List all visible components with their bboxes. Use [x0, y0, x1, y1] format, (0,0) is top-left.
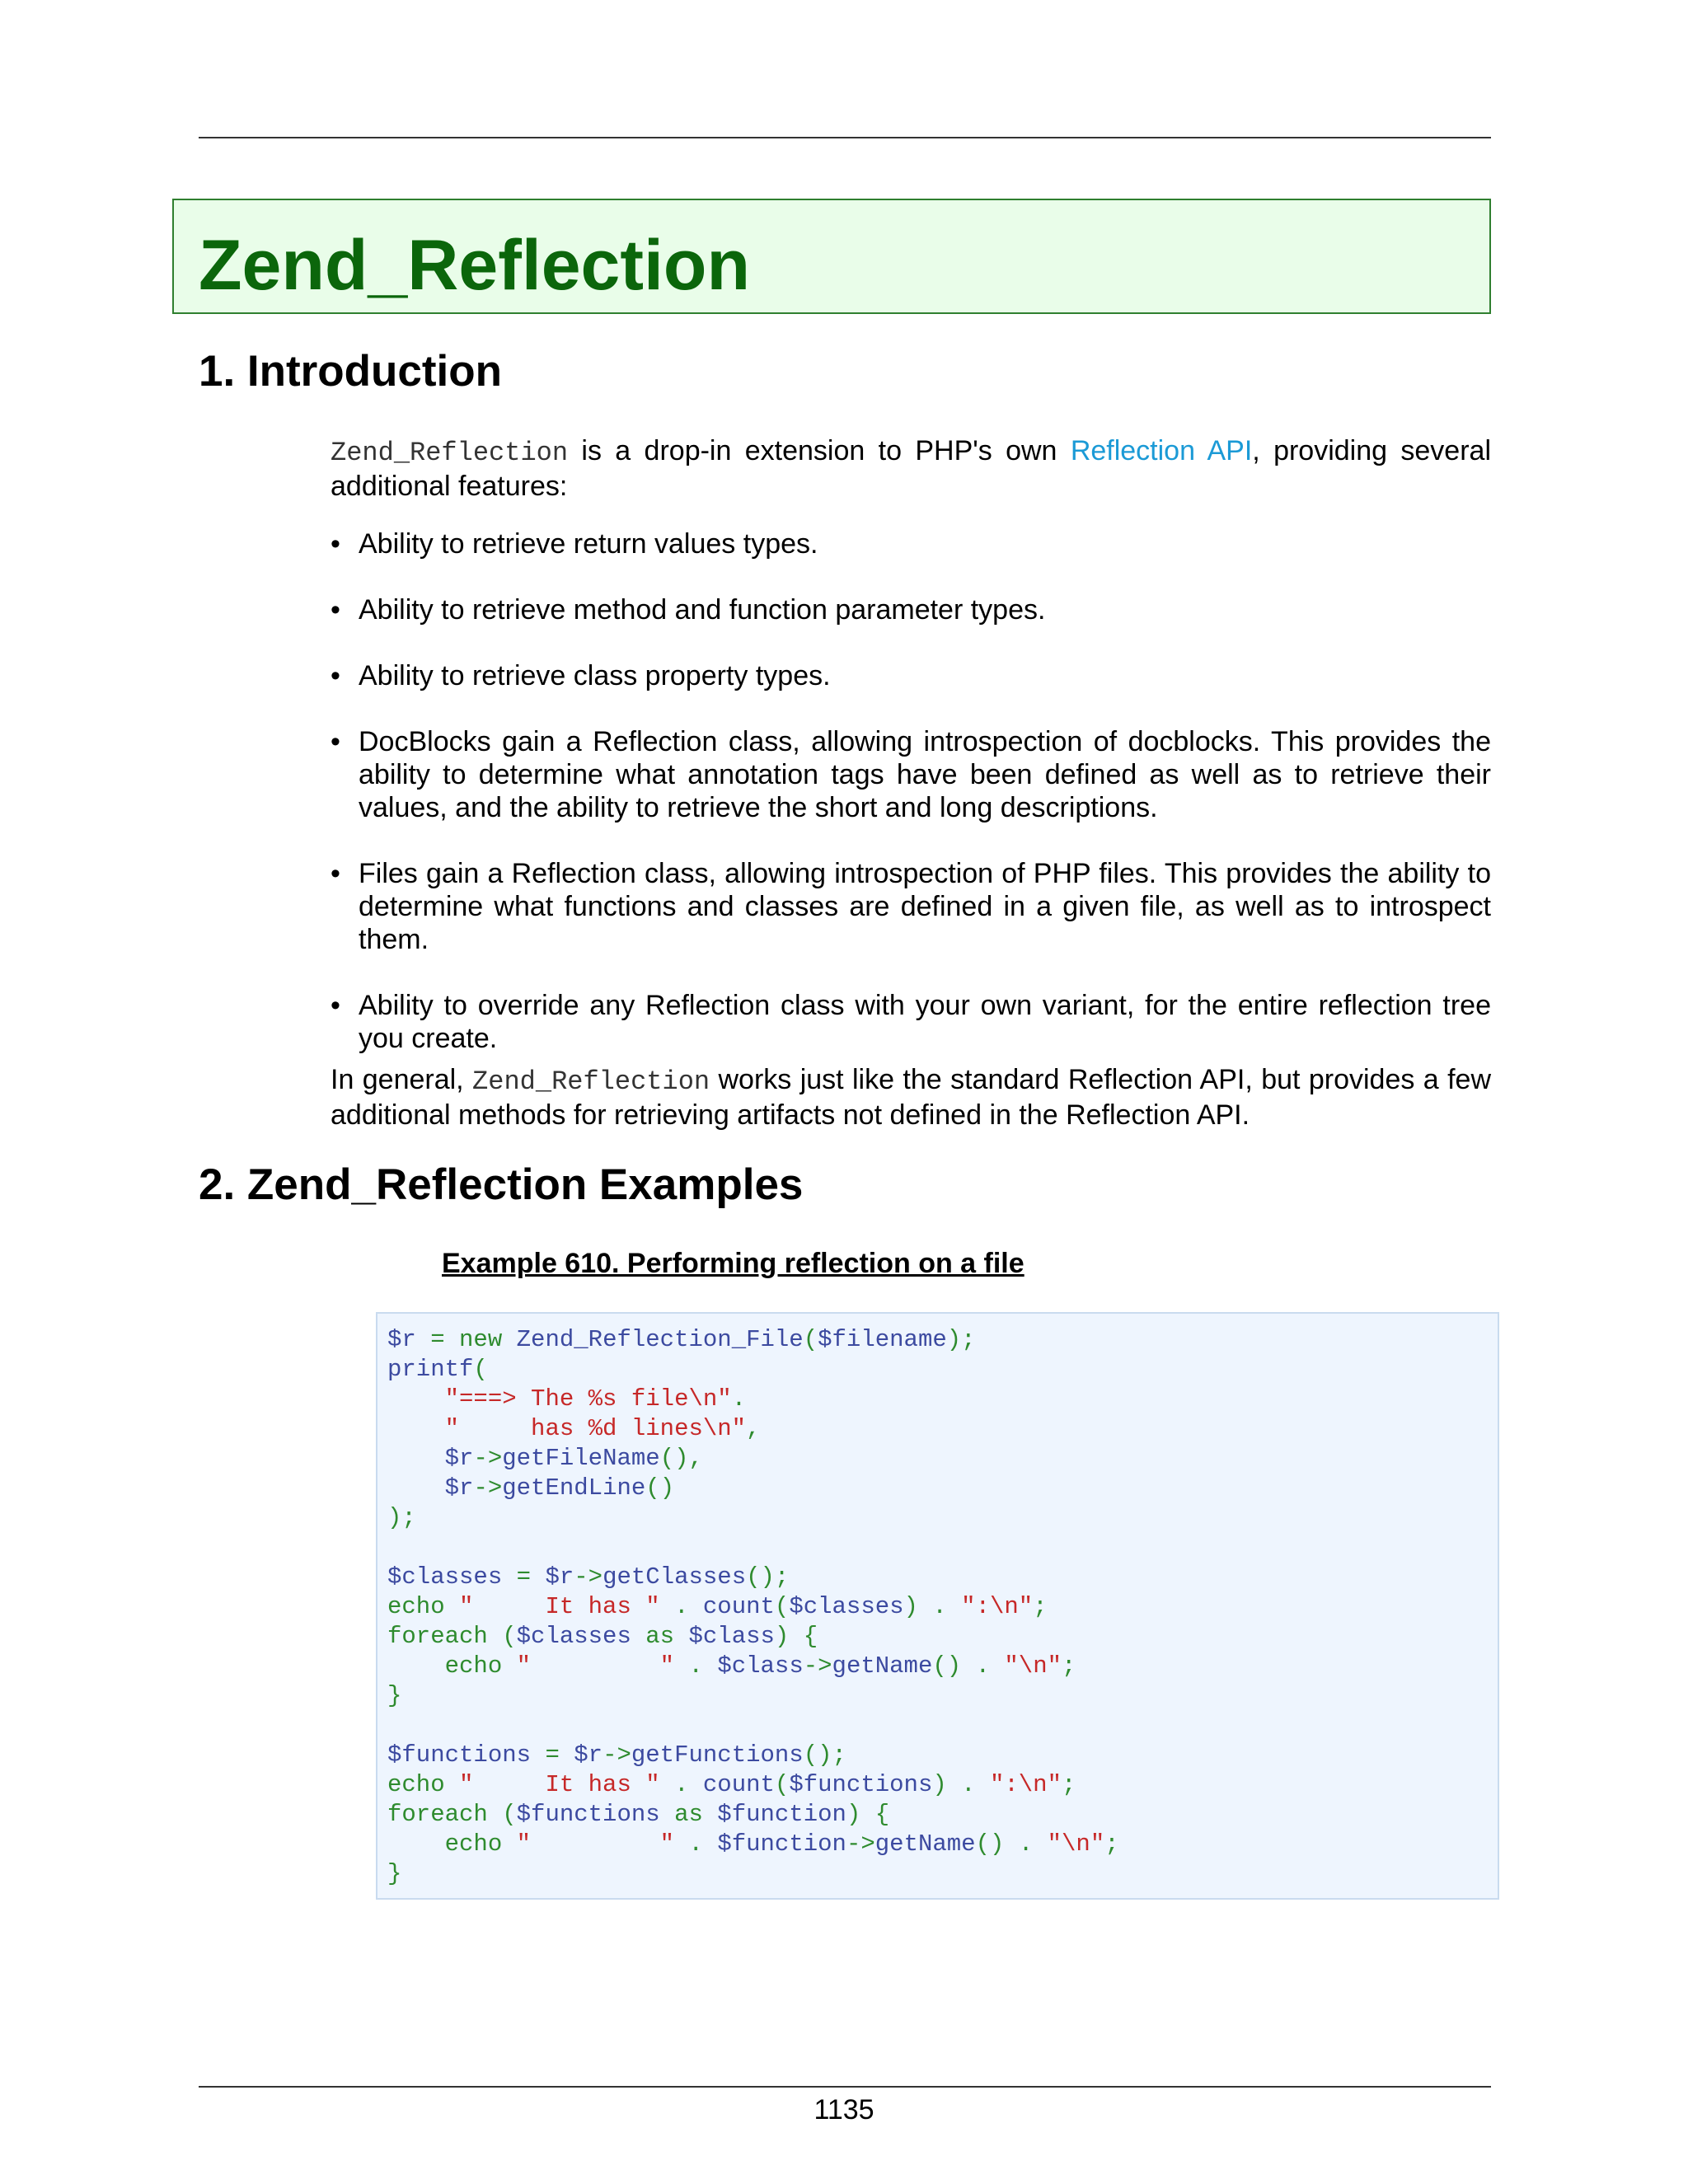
example-title: Example 610. Performing reflection on a file — [442, 1248, 1025, 1279]
general-suffix: works just like the standard Reflection API, but provides a few additional methods for retrieving artifacts not defined in the Reflection API. — [331, 1064, 1492, 1131]
general-class-name: Zend_Reflection — [472, 1066, 710, 1097]
code-line: "===> The %s file\n". — [444, 1385, 747, 1413]
list-item-text: Ability to retrieve class property types. — [359, 660, 831, 691]
intro-class-name: Zend_Reflection — [331, 438, 569, 468]
code-line: echo " " . $class->getName() . "\n"; — [444, 1652, 1076, 1680]
code-line: } — [387, 1682, 402, 1709]
code-line: foreach ($classes as $class) { — [387, 1623, 818, 1650]
list-item-text: DocBlocks gain a Reflection class, allowing introspection of docblocks. This provides the ability to determine what annotation tags have been defined as well as to retrieve their values, and the ability to retrieve the short and long descriptions. — [359, 726, 1491, 823]
intro-heading: 1. Introduction — [199, 347, 503, 396]
general-paragraph — [331, 1063, 1491, 1132]
list-item-text: Files gain a Reflection class, allowing introspection of PHP files. This provides the ability to determine what functions and classes are defined in a given file, as well as to introspect them. — [359, 858, 1491, 955]
code-line: } — [387, 1860, 402, 1887]
feature-list — [331, 527, 1491, 1088]
title-box — [172, 199, 1491, 314]
examples-heading: 2. Zend_Reflection Examples — [199, 1160, 804, 1209]
code-line: printf( — [387, 1356, 488, 1383]
intro-text-before-link: is a drop-in extension to PHP's own — [568, 435, 1071, 466]
code-line: $r->getEndLine() — [444, 1474, 675, 1502]
code-line: $r->getFileName(), — [444, 1445, 703, 1472]
bullet-icon: • — [331, 858, 340, 889]
code-line: echo " It has " . count($classes) . ":\n"; — [387, 1593, 1048, 1620]
bullet-icon: • — [331, 660, 340, 691]
general-prefix: In general, — [331, 1064, 473, 1095]
bullet-icon: • — [331, 528, 340, 560]
list-item-text: Ability to override any Reflection class with your own variant, for the entire reflection tree you create. — [359, 990, 1491, 1054]
bullet-icon: • — [331, 594, 340, 626]
code-line: " has %d lines\n", — [444, 1415, 761, 1442]
list-item — [331, 989, 1491, 1055]
code-line: echo " It has " . count($functions) . ":\n"; — [387, 1771, 1076, 1798]
list-item — [331, 725, 1491, 824]
list-item — [331, 527, 1491, 560]
list-item-text: Ability to retrieve return values types. — [359, 528, 818, 560]
list-item — [331, 659, 1491, 692]
code-block — [376, 1312, 1499, 1900]
code-line: $functions = $r->getFunctions(); — [387, 1741, 846, 1769]
top-rule — [199, 137, 1491, 138]
list-item-text: Ability to retrieve method and function parameter types. — [359, 594, 1046, 626]
code-line: $classes = $r->getClasses(); — [387, 1563, 790, 1591]
bullet-icon: • — [331, 726, 340, 757]
bottom-rule — [199, 2086, 1491, 2088]
list-item — [331, 593, 1491, 626]
intro-text-after-link: , providing several additional features: — [331, 435, 1492, 502]
code-line: $r = new Zend_Reflection_File($filename); — [387, 1326, 976, 1353]
intro-paragraph — [331, 434, 1491, 503]
bullet-icon: • — [331, 990, 340, 1021]
code-line: ); — [387, 1504, 416, 1531]
reflection-api-link[interactable]: Reflection API — [1070, 435, 1253, 466]
code-line: echo " " . $function->getName() . "\n"; — [444, 1830, 1119, 1858]
code-line: foreach ($functions as $function) { — [387, 1801, 890, 1828]
page-number: 1135 — [814, 2094, 874, 2125]
page-title: Zend_Reflection — [199, 226, 750, 305]
list-item — [331, 857, 1491, 956]
